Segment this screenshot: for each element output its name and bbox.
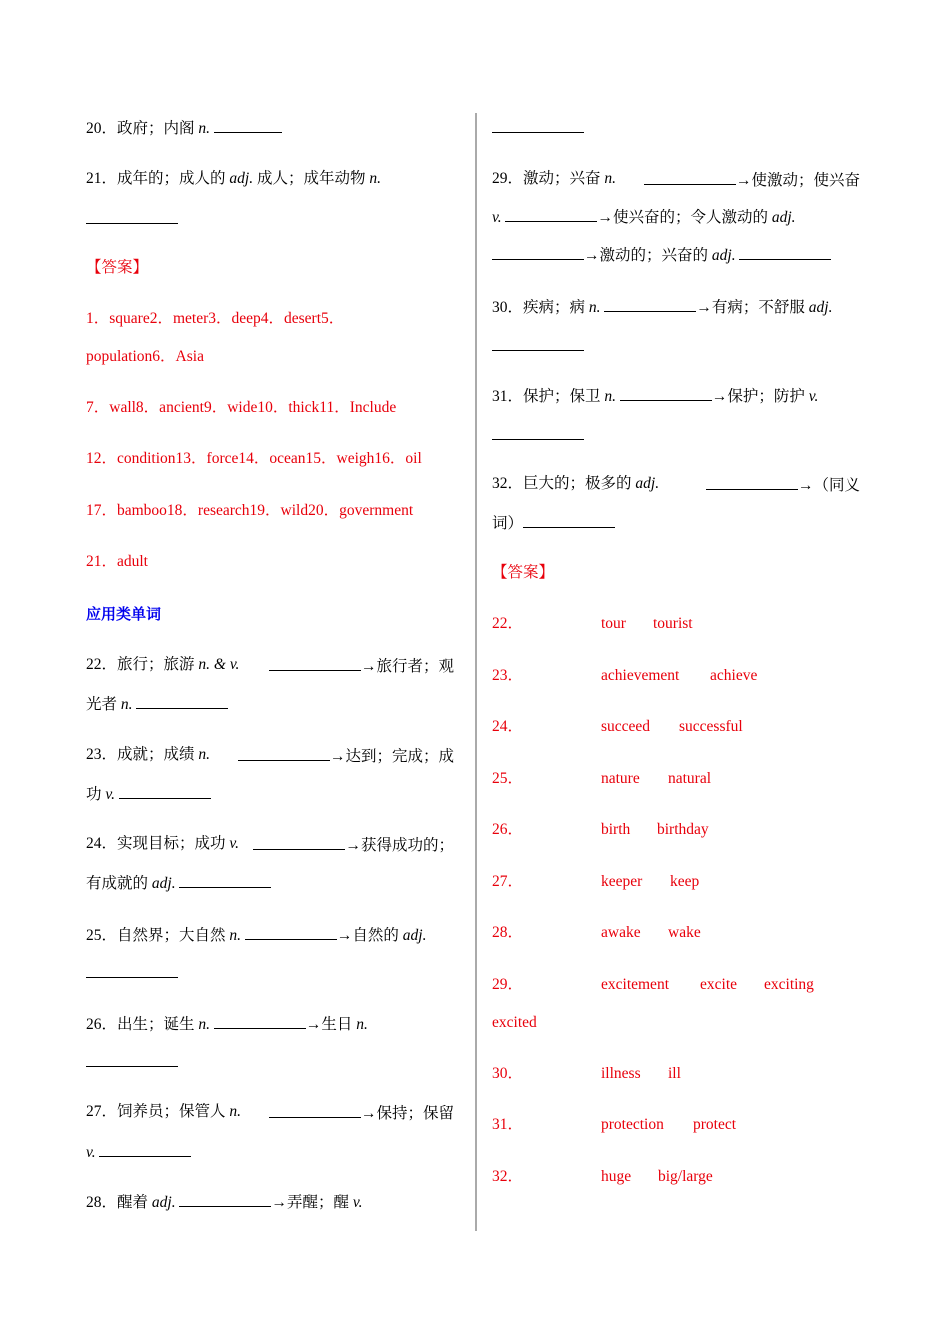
answer-blank[interactable] [253, 834, 345, 850]
column-divider [475, 113, 477, 1231]
answer-row: 30． illness ill [492, 1065, 681, 1082]
section-title: 应用类单词 [86, 605, 162, 623]
question-23: 23．成就；成绩 n. →达到；完成；成 [86, 746, 454, 765]
question-20: 20．政府；内阁 n. [86, 117, 282, 139]
question-22-cont: 光者 n. [86, 693, 228, 715]
answer-line: population6．Asia [86, 348, 204, 365]
answer-blank[interactable] [179, 872, 271, 888]
answer-line: 12．condition13．force14．ocean15．weigh16．oil [86, 450, 422, 467]
question-21-blank-line [86, 208, 178, 230]
question-32: 32．巨大的；极多的 adj. →（同义 [492, 475, 860, 494]
question-29-cont: v. →使兴奋的；令人激动的 adj. [492, 206, 796, 228]
answer-row: 26． birth birthday [492, 821, 709, 838]
answer-header: 【答案】 [492, 564, 555, 581]
question-24-cont: 有成就的 adj. [86, 872, 271, 894]
question-22: 22．旅行；旅游 n. & v. →旅行者；观 [86, 656, 454, 675]
answer-blank[interactable] [86, 962, 178, 978]
answer-row: 22． tour tourist [492, 615, 693, 632]
question-30-cont [492, 335, 584, 357]
answer-row: 27． keeper keep [492, 873, 700, 890]
question-27: 27．饲养员；保管人 n. →保持；保留 [86, 1103, 454, 1122]
answer-blank[interactable] [492, 424, 584, 440]
question-24: 24．实现目标；成功 v. →获得成功的； [86, 835, 454, 854]
question-25-cont [86, 962, 178, 984]
answer-blank[interactable] [136, 693, 228, 709]
answer-blank[interactable] [245, 924, 337, 940]
question-28: 28．醒着 adj. →弄醒；醒 v. [86, 1191, 362, 1213]
answer-line: 7．wall8．ancient9．wide10．thick11．Include [86, 399, 397, 416]
question-27-cont: v. [86, 1141, 191, 1163]
question-29: 29．激动；兴奋 n. →使激动；使兴奋 [492, 170, 860, 189]
answer-row: 23． achievement achieve [492, 667, 758, 684]
question-23-cont: 功 v. [86, 783, 211, 805]
answer-blank[interactable] [706, 474, 798, 490]
answer-blank[interactable] [86, 208, 178, 224]
answer-blank[interactable] [620, 385, 712, 401]
answer-blank[interactable] [269, 1102, 361, 1118]
answer-blank[interactable] [238, 745, 330, 761]
answer-blank[interactable] [492, 335, 584, 351]
answer-header: 【答案】 [86, 259, 149, 276]
answer-row: 28． awake wake [492, 924, 701, 941]
answer-blank[interactable] [523, 512, 615, 528]
question-26-cont [86, 1051, 178, 1073]
answer-blank[interactable] [492, 117, 584, 133]
answer-blank[interactable] [86, 1051, 178, 1067]
answer-blank[interactable] [739, 244, 831, 260]
question-25: 25．自然界；大自然 n. →自然的 adj. [86, 924, 426, 946]
answer-blank[interactable] [644, 169, 736, 185]
question-31: 31．保护；保卫 n. →保护；防护 v. [492, 385, 818, 407]
question-28-cont [492, 117, 584, 139]
answer-blank[interactable] [269, 655, 361, 671]
question-26: 26．出生；诞生 n. →生日 n. [86, 1013, 368, 1035]
answer-line: 1．square2．meter3．deep4．desert5． [86, 310, 345, 327]
answer-blank[interactable] [505, 206, 597, 222]
answer-line: 17．bamboo18．research19．wild20．government [86, 502, 414, 519]
answer-line: 21．adult [86, 553, 148, 570]
answer-row-cont: excited [492, 1014, 537, 1031]
answer-blank[interactable] [179, 1191, 271, 1207]
answer-row: 32． huge big/large [492, 1168, 713, 1185]
answer-row: 29． excitement excite exciting [492, 976, 814, 993]
answer-blank[interactable] [604, 296, 696, 312]
answer-row: 31． protection protect [492, 1116, 737, 1133]
answer-row: 25． nature natural [492, 770, 712, 787]
answer-blank[interactable] [214, 117, 282, 133]
question-29-cont2: →激动的；兴奋的 adj. [492, 244, 831, 266]
question-31-cont [492, 424, 584, 446]
answer-blank[interactable] [119, 783, 211, 799]
question-30: 30．疾病；病 n. →有病；不舒服 adj. [492, 296, 832, 318]
answer-blank[interactable] [99, 1141, 191, 1157]
question-32-cont: 词） [492, 512, 615, 534]
answer-blank[interactable] [492, 244, 584, 260]
question-21: 21．成年的；成人的 adj. 成人；成年动物 n. [86, 170, 381, 187]
answer-blank[interactable] [214, 1013, 306, 1029]
answer-row: 24． succeed successful [492, 718, 743, 735]
